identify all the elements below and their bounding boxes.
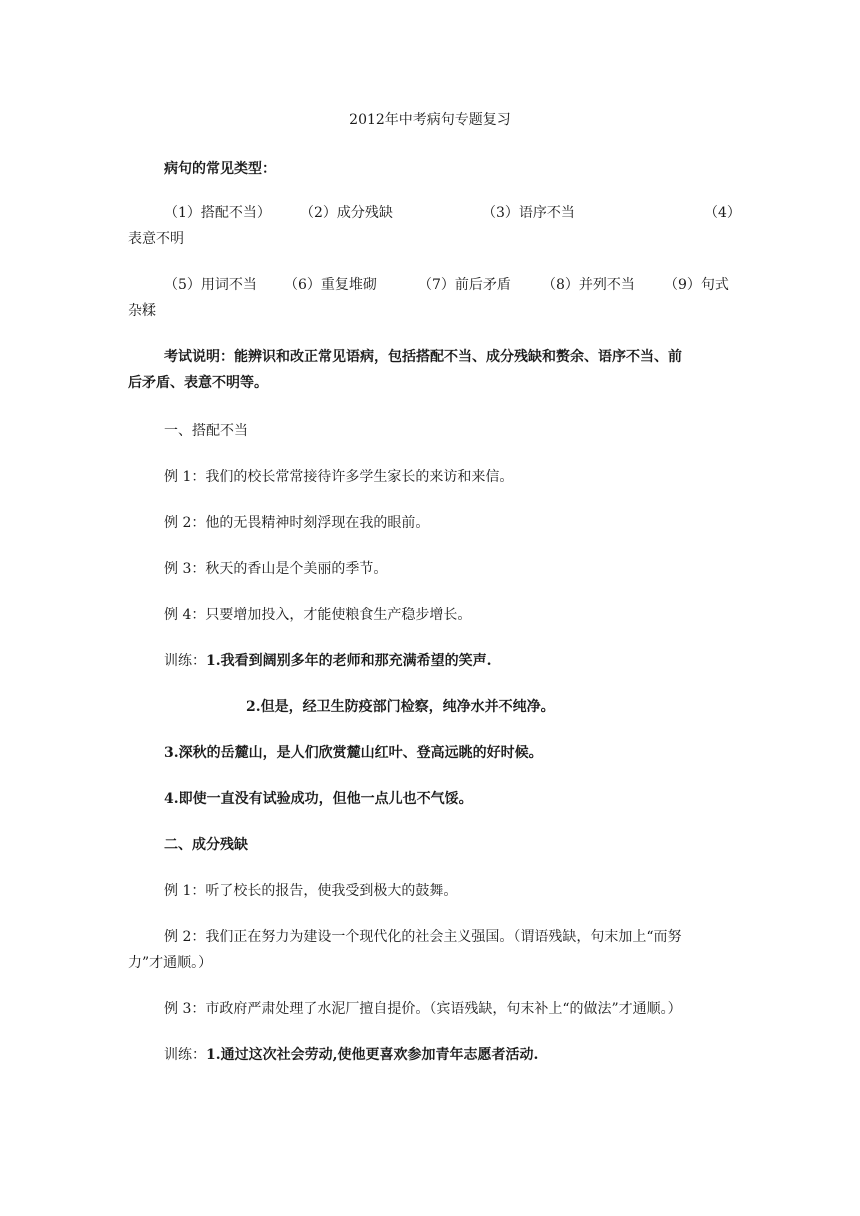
page-title: 2012年中考病句专题复习 — [349, 112, 511, 128]
type-item: 表意不明 — [128, 231, 184, 247]
exam-note: 考试说明：能辨识和改正常见语病，包括搭配不当、成分残缺和赘余、语序不当、前 — [164, 349, 682, 365]
training-label: 训练： — [164, 1047, 206, 1063]
training-item: 1.通过这次社会劳动,使他更喜欢参加青年志愿者活动. — [206, 1047, 539, 1063]
type-item: （4） — [704, 205, 741, 221]
example-line: 例 2：我们正在努力为建设一个现代化的社会主义强国。（谓语残缺，句末加上“而努 — [164, 929, 682, 945]
example-line: 力”才通顺。） — [128, 955, 213, 971]
training-item: 4.即使一直没有试验成功，但他一点儿也不气馁。 — [164, 791, 473, 807]
type-item: （8）并列不当 — [542, 277, 635, 293]
training-item: 3.深秋的岳麓山，是人们欣赏麓山红叶、登高远眺的好时候。 — [164, 745, 543, 761]
example-line: 例 3：秋天的香山是个美丽的季节。 — [164, 561, 388, 577]
types-heading: 病句的常见类型： — [164, 161, 276, 177]
type-item: （6）重复堆砌 — [284, 277, 377, 293]
training-line — [164, 1045, 538, 1065]
training-line — [164, 651, 492, 671]
type-item: （1）搭配不当） — [164, 205, 271, 221]
type-item: （2）成分残缺 — [300, 205, 393, 221]
example-line: 例 1：我们的校长常常接待许多学生家长的来访和来信。 — [164, 469, 514, 485]
type-item: （7）前后矛盾 — [418, 277, 511, 293]
training-item: 1.我看到阔别多年的老师和那充满希望的笑声. — [206, 653, 492, 669]
example-line: 例 1：听了校长的报告，使我受到极大的鼓舞。 — [164, 883, 458, 899]
training-label: 训练： — [164, 653, 206, 669]
type-item: （3）语序不当 — [482, 205, 575, 221]
section-heading: 一、搭配不当 — [164, 423, 248, 439]
type-item: （9）句式 — [664, 277, 729, 293]
exam-note: 后矛盾、表意不明等。 — [128, 375, 268, 391]
example-line: 例 4：只要增加投入，才能使粮食生产稳步增长。 — [164, 607, 472, 623]
type-item: （5）用词不当 — [164, 277, 257, 293]
training-item: 2.但是，经卫生防疫部门检察，纯净水并不纯净。 — [246, 699, 555, 715]
example-line: 例 3：市政府严肃处理了水泥厂擅自提价。（宾语残缺，句末补上“的做法”才通顺。） — [164, 1001, 682, 1017]
section-heading: 二、成分残缺 — [164, 837, 248, 853]
type-item: 杂糅 — [128, 303, 156, 319]
example-line: 例 2：他的无畏精神时刻浮现在我的眼前。 — [164, 515, 430, 531]
